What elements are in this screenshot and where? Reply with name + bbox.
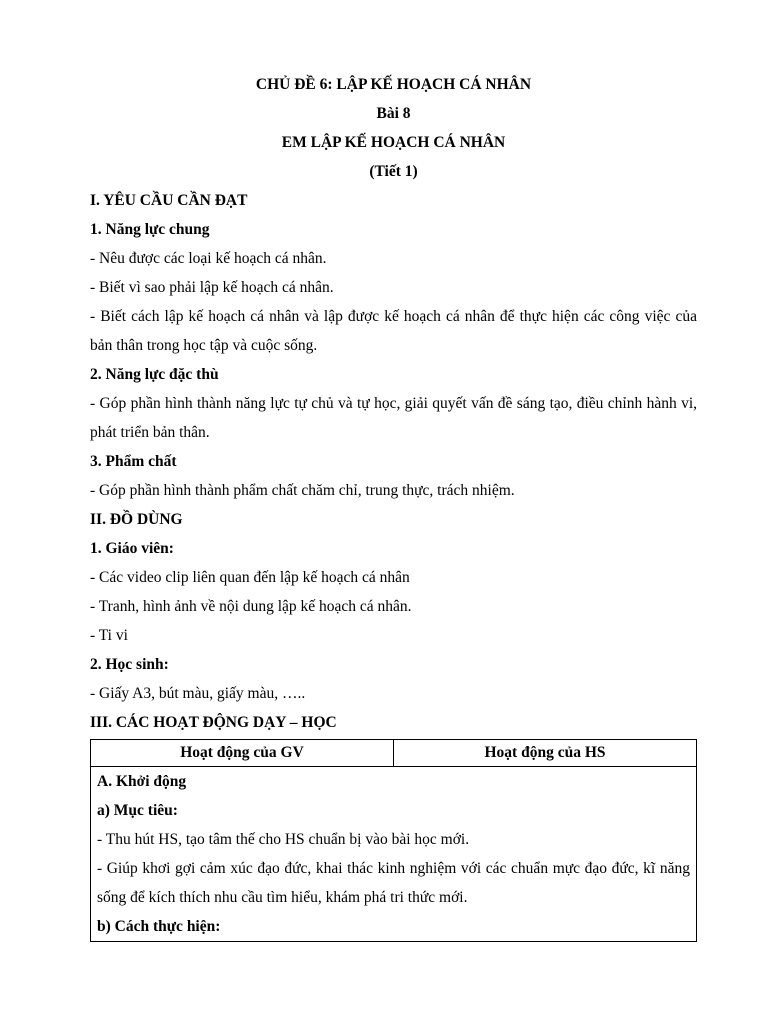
list-item: - Góp phần hình thành năng lực tự chủ và tự học, giải quyết vấn đề sáng tạo, điều chỉnh hành vi, phát triển bản thân.	[90, 395, 697, 441]
list-item: - Ti vi	[90, 627, 128, 644]
qualities-heading: 3. Phẩm chất	[90, 453, 177, 470]
specific-competence-heading: 2. Năng lực đặc thù	[90, 366, 219, 383]
objective-heading: a) Mục tiêu:	[97, 802, 178, 819]
topic-title: CHỦ ĐỀ 6: LẬP KẾ HOẠCH CÁ NHÂN	[255, 76, 532, 93]
teacher-activity-column-header: Hoạt động của GV	[91, 740, 394, 767]
list-item: - Góp phần hình thành phẩm chất chăm chỉ, trung thực, trách nhiệm.	[90, 482, 515, 499]
student-activity-column-header: Hoạt động của HS	[394, 740, 697, 767]
teacher-materials-heading: 1. Giáo viên:	[90, 540, 174, 557]
student-materials-heading: 2. Học sinh:	[90, 656, 169, 673]
lesson-period: (Tiết 1)	[369, 163, 418, 180]
list-item: - Giúp khơi gợi cảm xúc đạo đức, khai thác kinh nghiệm với các chuẩn mực đạo đức, kĩ năng sống để kích thích nhu cầu tìm hiểu, khám phá tri thức mới.	[97, 860, 690, 906]
warmup-cell	[91, 767, 697, 942]
section-materials-heading: II. ĐỒ DÙNG	[90, 511, 183, 528]
list-item: - Các video clip liên quan đến lập kế hoạch cá nhân	[90, 569, 410, 586]
list-item: - Tranh, hình ảnh về nội dung lập kế hoạch cá nhân.	[90, 598, 412, 615]
document-body	[90, 70, 697, 942]
list-item: - Nêu được các loại kế hoạch cá nhân.	[90, 250, 327, 267]
lesson-number: Bài 8	[376, 105, 411, 122]
method-heading: b) Cách thực hiện:	[97, 918, 221, 935]
list-item: - Thu hút HS, tạo tâm thế cho HS chuẩn bị vào bài học mới.	[97, 831, 470, 848]
section-activities-heading: III. CÁC HOẠT ĐỘNG DẠY – HỌC	[90, 714, 337, 731]
activities-table	[90, 739, 697, 942]
list-item: - Biết vì sao phải lập kế hoạch cá nhân.	[90, 279, 334, 296]
general-competence-heading: 1. Năng lực chung	[90, 221, 210, 238]
section-requirements-heading: I. YÊU CẦU CẦN ĐẠT	[90, 192, 248, 209]
table-header-row	[91, 740, 697, 767]
list-item: - Biết cách lập kế hoạch cá nhân và lập được kế hoạch cá nhân để thực hiện các công việc của bản thân trong học tập và cuộc sống.	[90, 308, 697, 354]
table-row	[91, 767, 697, 942]
lesson-title: EM LẬP KẾ HOẠCH CÁ NHÂN	[281, 134, 506, 151]
part-a-heading: A. Khởi động	[97, 773, 187, 790]
list-item: - Giấy A3, bút màu, giấy màu, …..	[90, 685, 306, 702]
